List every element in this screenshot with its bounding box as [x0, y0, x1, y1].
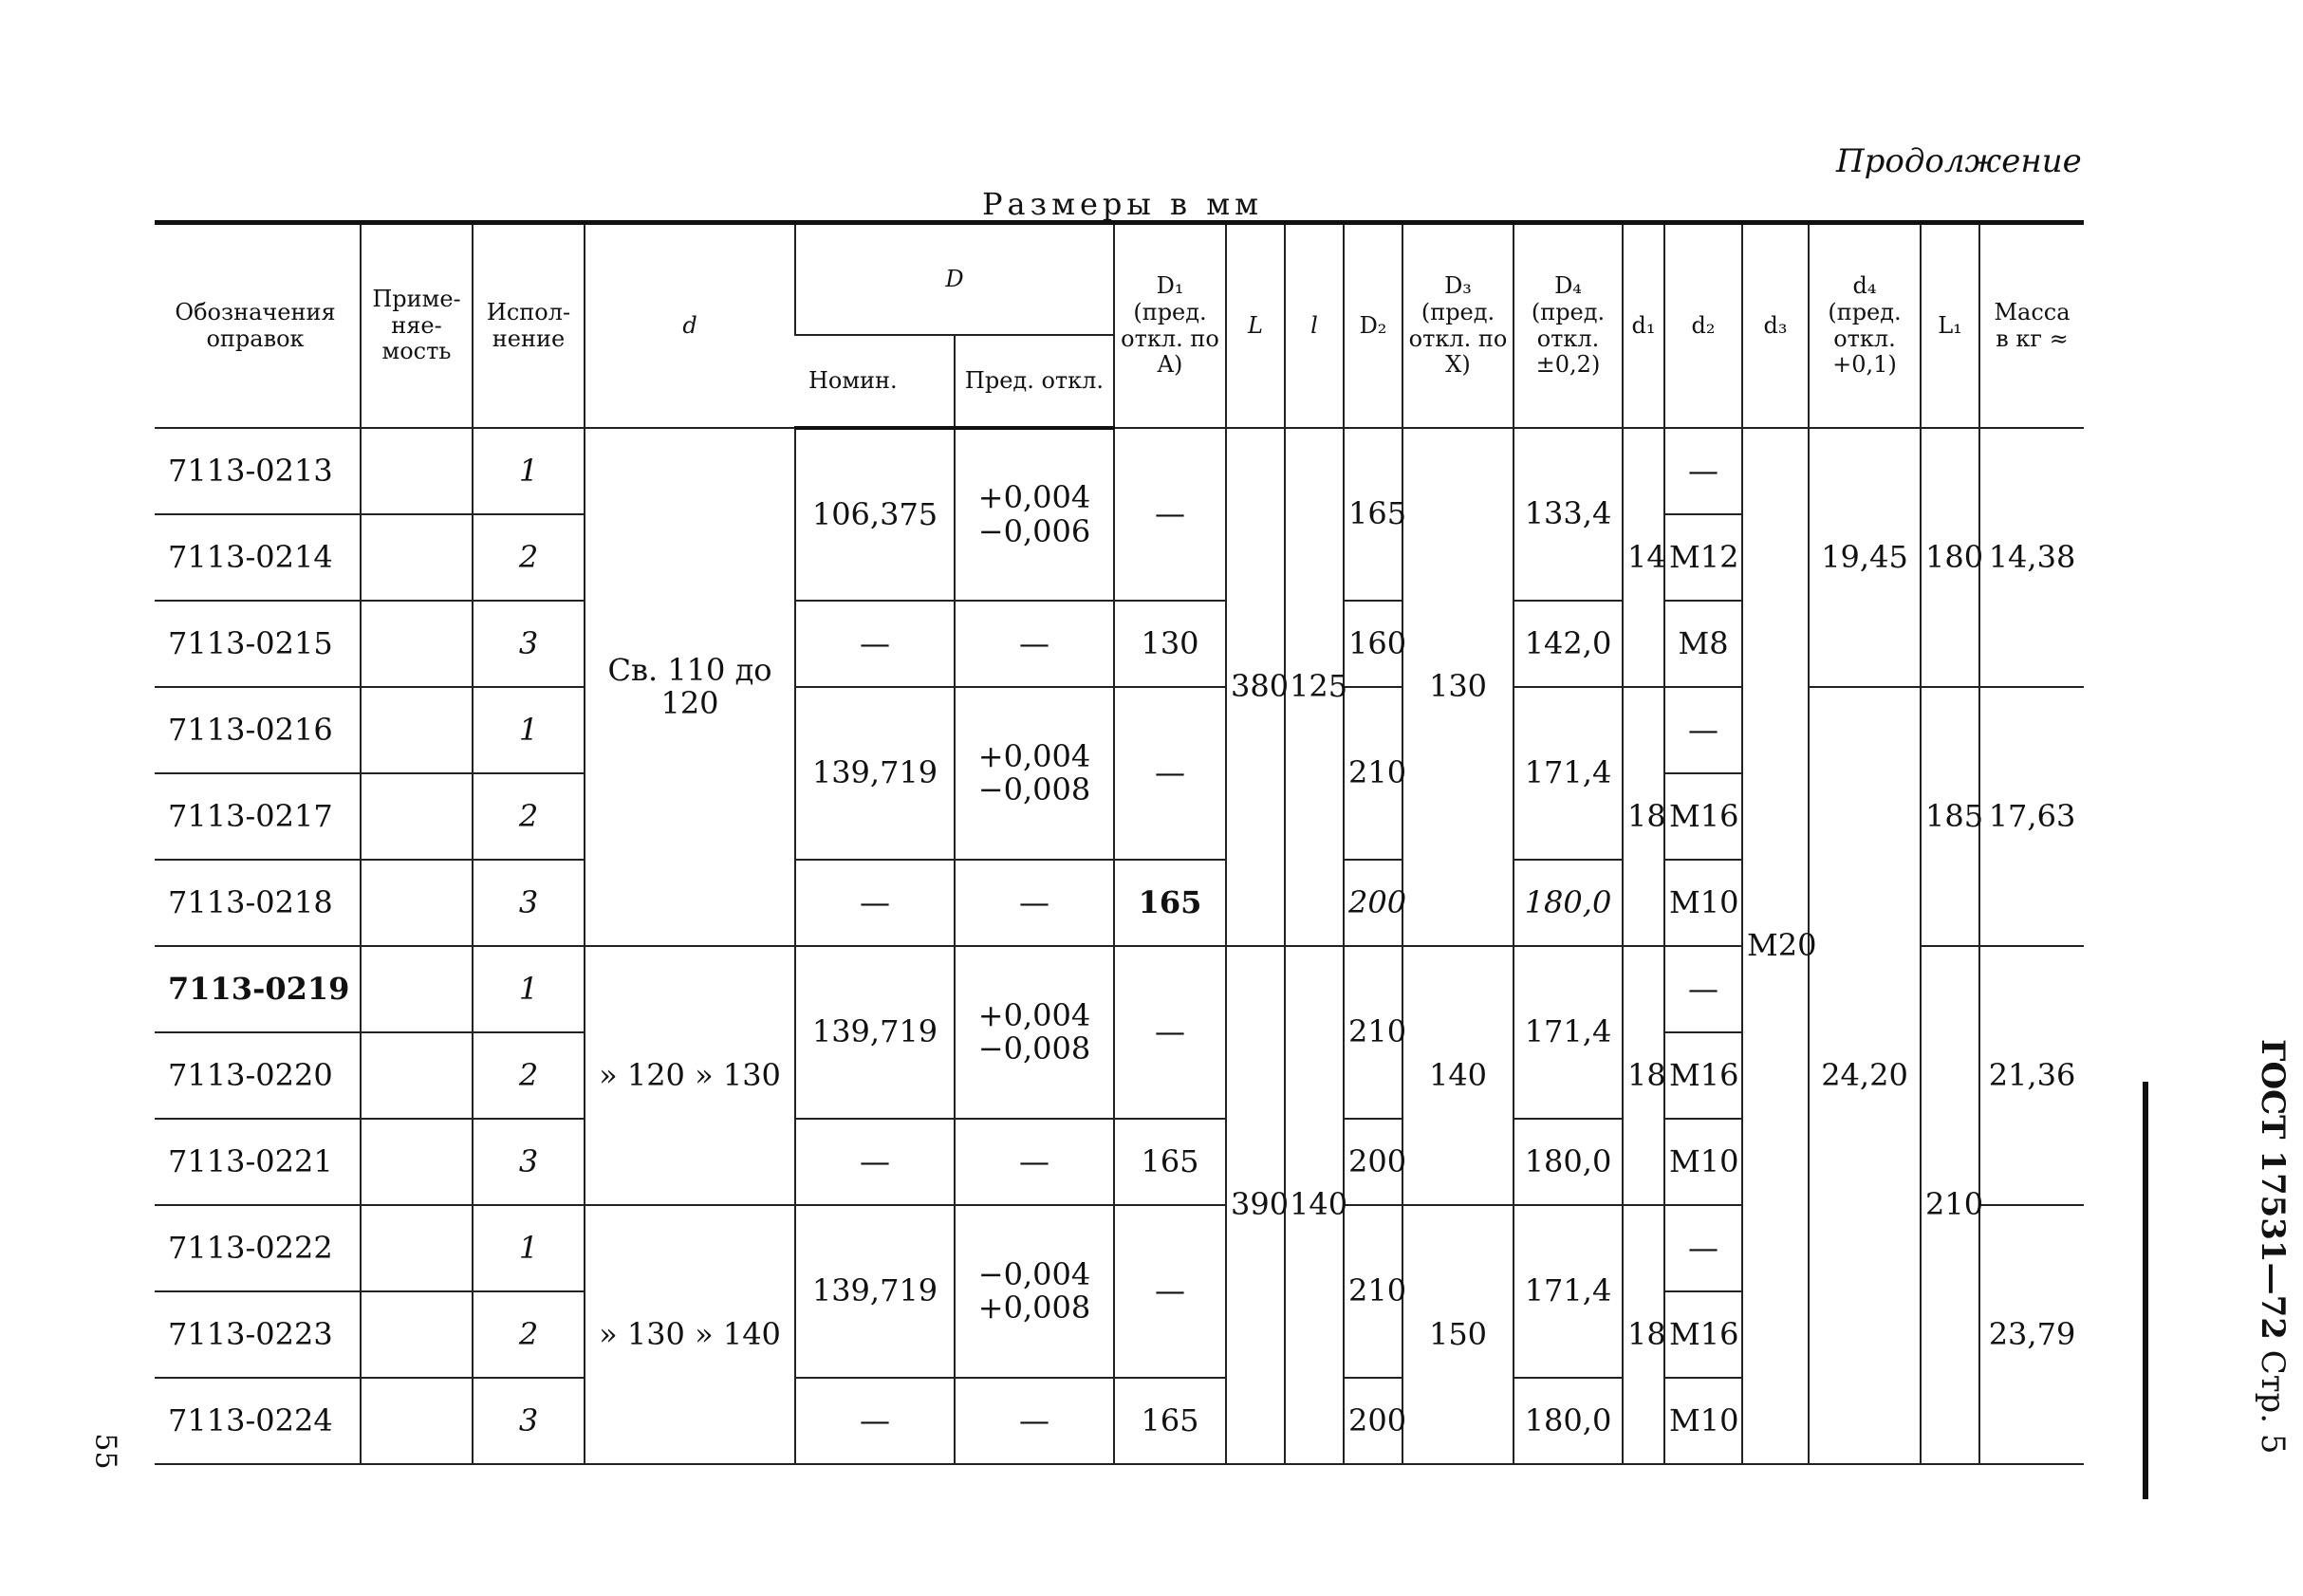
cell-D-dev: −0,004 +0,008 [955, 1205, 1114, 1378]
row-applicability [361, 514, 473, 601]
row-version: 2 [473, 1032, 585, 1119]
side-page: Стр. 5 [2254, 1349, 2292, 1455]
row-applicability [361, 1032, 473, 1119]
cell-D2: 165 [1344, 428, 1402, 601]
row-applicability [361, 773, 473, 860]
row-designation: 7113-0215 [155, 601, 361, 687]
row-designation: 7113-0213 [155, 428, 361, 514]
side-caption [2254, 1039, 2292, 1513]
cell-D-dev: — [955, 860, 1114, 946]
cell-d2: M16 [1664, 773, 1742, 860]
cell-D-nom: — [795, 1119, 955, 1205]
cell-d1: 18 [1623, 946, 1664, 1205]
cell-D4: 171,4 [1514, 946, 1623, 1119]
cell-d-range: » 120 » 130 [585, 946, 795, 1205]
cell-D1: — [1114, 428, 1226, 601]
hdr-D2: D₂ [1344, 223, 1402, 429]
hdr-applicability: Приме-няе-мость [361, 223, 473, 429]
cell-d3: M20 [1742, 428, 1809, 1464]
cell-D-dev: +0,004 −0,008 [955, 687, 1114, 860]
units-caption: Размеры в мм [982, 186, 1263, 222]
cell-D-nom: 139,719 [795, 687, 955, 860]
hdr-d1: d₁ [1623, 223, 1664, 429]
cell-D4: 142,0 [1514, 601, 1623, 687]
row-applicability [361, 601, 473, 687]
hdr-L1: L₁ [1921, 223, 1979, 429]
cell-D4: 171,4 [1514, 687, 1623, 860]
cell-L1: 210 [1921, 946, 1979, 1464]
dimensions-table [155, 220, 2084, 1465]
row-designation: 7113-0223 [155, 1291, 361, 1378]
cell-d2: — [1664, 428, 1742, 514]
row-designation: 7113-0216 [155, 687, 361, 773]
row-version: 1 [473, 428, 585, 514]
row-designation: 7113-0218 [155, 860, 361, 946]
row-applicability [361, 428, 473, 514]
row-applicability [361, 687, 473, 773]
cell-L1: 185 [1921, 687, 1979, 946]
cell-d2: M10 [1664, 1119, 1742, 1205]
hdr-D: D [795, 223, 1114, 336]
hdr-D1: D₁ (пред. откл. по A) [1114, 223, 1226, 429]
hdr-D3: D₃ (пред. откл. по X) [1402, 223, 1514, 429]
cell-mass: 14,38 [1979, 428, 2084, 687]
cell-D-dev: — [955, 601, 1114, 687]
cell-D3: 150 [1402, 1205, 1514, 1464]
cell-d1: 14 [1623, 428, 1664, 687]
cell-d2: M10 [1664, 1378, 1742, 1464]
cell-d4: 19,45 [1809, 428, 1921, 687]
cell-d-range: Св. 110 до 120 [585, 428, 795, 946]
cell-D-dev: — [955, 1119, 1114, 1205]
cell-D2: 160 [1344, 601, 1402, 687]
cell-D-nom: 139,719 [795, 1205, 955, 1378]
cell-D-dev: +0,004 −0,008 [955, 946, 1114, 1119]
row-designation: 7113-0219 [155, 946, 361, 1032]
row-version: 1 [473, 687, 585, 773]
cell-D3: 130 [1402, 428, 1514, 946]
hdr-designation: Обозначения оправок [155, 223, 361, 429]
cell-D2: 210 [1344, 1205, 1402, 1378]
cell-D2: 200 [1344, 1378, 1402, 1464]
cell-D1: — [1114, 1205, 1226, 1378]
cell-d1: 18 [1623, 1205, 1664, 1464]
cell-D1: 165 [1114, 1378, 1226, 1464]
cell-d2: — [1664, 1205, 1742, 1291]
cell-D1: 165 [1114, 860, 1226, 946]
cell-D2: 200 [1344, 1119, 1402, 1205]
cell-d2: — [1664, 687, 1742, 773]
cell-D4: 180,0 [1514, 1119, 1623, 1205]
cell-L: 380 [1226, 428, 1285, 946]
row-version: 2 [473, 1291, 585, 1378]
cell-D-nom: 106,375 [795, 428, 955, 601]
hdr-D4: D₄ (пред. откл. ±0,2) [1514, 223, 1623, 429]
side-rule [2143, 1082, 2148, 1499]
continuation-label: Продолжение [1836, 142, 2082, 180]
row-designation: 7113-0214 [155, 514, 361, 601]
cell-d2: M10 [1664, 860, 1742, 946]
cell-mass: 17,63 [1979, 687, 2084, 946]
row-designation: 7113-0220 [155, 1032, 361, 1119]
cell-D4: 171,4 [1514, 1205, 1623, 1378]
row-applicability [361, 1378, 473, 1464]
row-applicability [361, 1291, 473, 1378]
row-designation: 7113-0222 [155, 1205, 361, 1291]
cell-l: 125 [1285, 428, 1344, 946]
row-designation: 7113-0221 [155, 1119, 361, 1205]
cell-D-nom: — [795, 601, 955, 687]
cell-D1: 165 [1114, 1119, 1226, 1205]
row-applicability [361, 1119, 473, 1205]
cell-D-dev: +0,004 −0,006 [955, 428, 1114, 601]
row-version: 3 [473, 601, 585, 687]
row-version: 2 [473, 514, 585, 601]
hdr-d3: d₃ [1742, 223, 1809, 429]
row-version: 3 [473, 1378, 585, 1464]
cell-D4: 180,0 [1514, 860, 1623, 946]
page-number: 55 [88, 1433, 122, 1470]
cell-d2: M16 [1664, 1032, 1742, 1119]
cell-D1: 130 [1114, 601, 1226, 687]
cell-L1: 180 [1921, 428, 1979, 687]
cell-d1: 18 [1623, 687, 1664, 946]
cell-mass: 21,36 [1979, 946, 2084, 1205]
cell-d2: M8 [1664, 601, 1742, 687]
cell-d2: — [1664, 946, 1742, 1032]
cell-d2: M16 [1664, 1291, 1742, 1378]
hdr-L: L [1226, 223, 1285, 429]
cell-D-nom: — [795, 860, 955, 946]
row-version: 1 [473, 946, 585, 1032]
hdr-l: l [1285, 223, 1344, 429]
cell-D4: 180,0 [1514, 1378, 1623, 1464]
cell-D-dev: — [955, 1378, 1114, 1464]
hdr-D-dev: Пред. откл. [955, 335, 1114, 428]
cell-L: 390 [1226, 946, 1285, 1464]
cell-D1: — [1114, 687, 1226, 860]
row-version: 2 [473, 773, 585, 860]
cell-D-nom: — [795, 1378, 955, 1464]
hdr-d4: d₄ (пред. откл. +0,1) [1809, 223, 1921, 429]
row-applicability [361, 1205, 473, 1291]
gost-number: ГОСТ 17531—72 [2254, 1039, 2292, 1340]
hdr-d: d [585, 223, 795, 429]
cell-D4: 133,4 [1514, 428, 1623, 601]
row-version: 1 [473, 1205, 585, 1291]
cell-D1: — [1114, 946, 1226, 1119]
hdr-D-nom: Номин. [795, 335, 955, 428]
cell-d-range: » 130 » 140 [585, 1205, 795, 1464]
cell-mass: 23,79 [1979, 1205, 2084, 1464]
cell-l: 140 [1285, 946, 1344, 1464]
row-designation: 7113-0217 [155, 773, 361, 860]
cell-D-nom: 139,719 [795, 946, 955, 1119]
cell-D3: 140 [1402, 946, 1514, 1205]
row-version: 3 [473, 860, 585, 946]
row-designation: 7113-0224 [155, 1378, 361, 1464]
hdr-mass: Масса в кг ≈ [1979, 223, 2084, 429]
row-version: 3 [473, 1119, 585, 1205]
row-applicability [361, 946, 473, 1032]
hdr-d2: d₂ [1664, 223, 1742, 429]
cell-d2: M12 [1664, 514, 1742, 601]
cell-D2: 210 [1344, 687, 1402, 860]
hdr-version: Испол-нение [473, 223, 585, 429]
cell-D2: 210 [1344, 946, 1402, 1119]
cell-d4: 24,20 [1809, 687, 1921, 1464]
row-applicability [361, 860, 473, 946]
cell-D2: 200 [1344, 860, 1402, 946]
